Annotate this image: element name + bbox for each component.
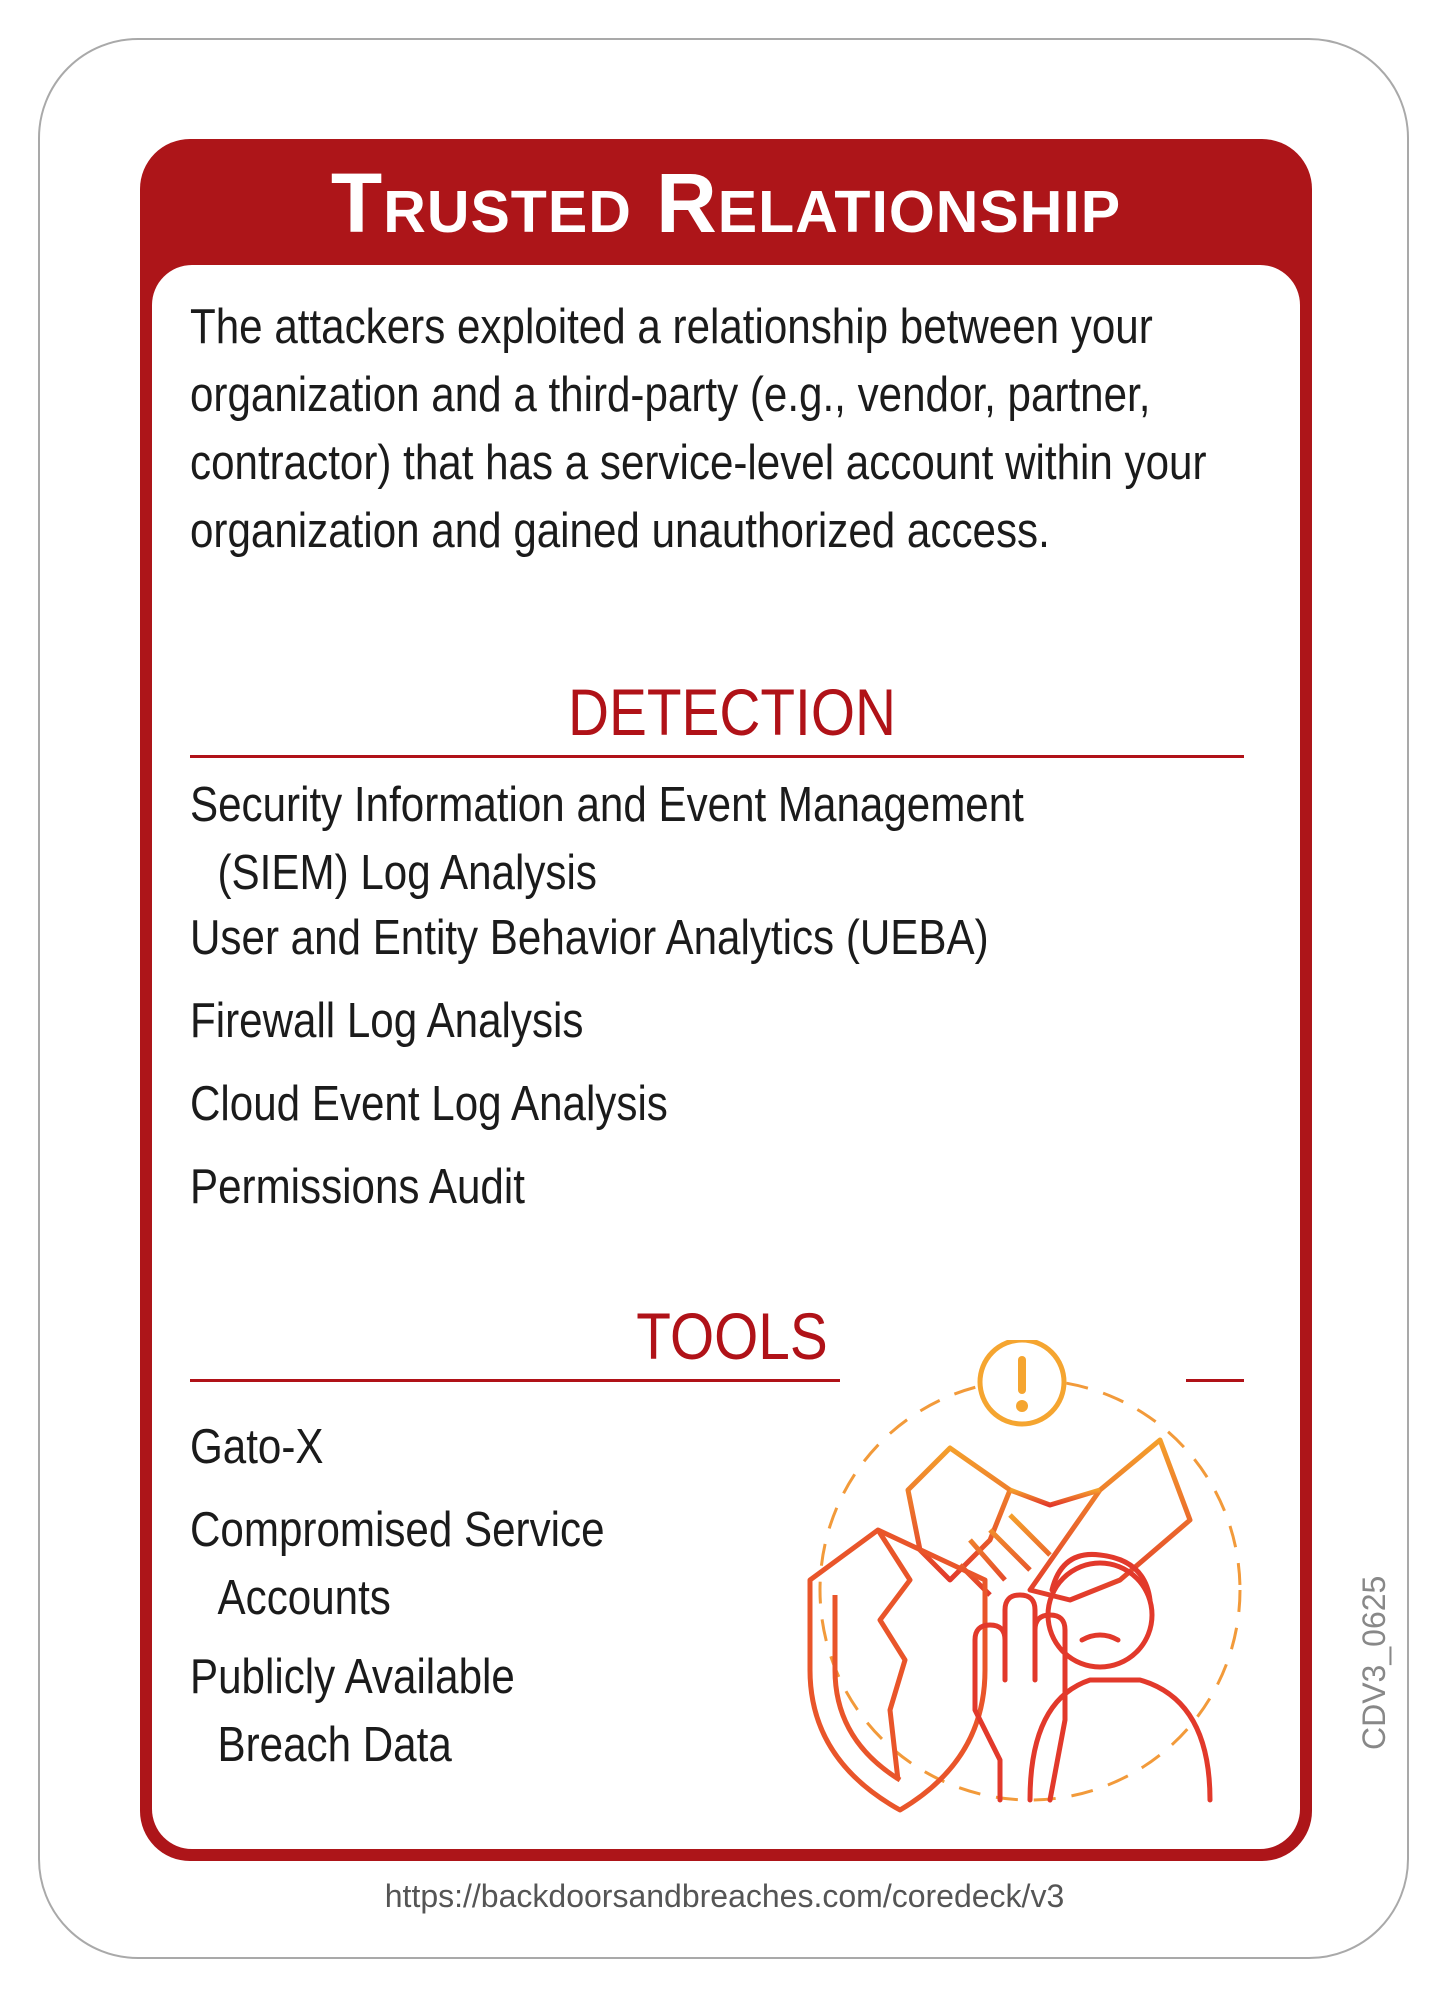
detection-item: Cloud Event Log Analysis — [190, 1077, 668, 1131]
detection-heading: DETECTION — [568, 675, 896, 749]
detection-item: Permissions Audit — [190, 1160, 525, 1214]
card-title: Trusted Relationship — [330, 156, 1122, 250]
detection-item: Firewall Log Analysis — [190, 994, 584, 1048]
detection-divider — [190, 755, 1244, 758]
tools-item: Publicly Available Breach Data — [190, 1650, 515, 1772]
trusted-relationship-illustration — [800, 1340, 1260, 1820]
detection-item: User and Entity Behavior Analytics (UEBA) — [190, 911, 989, 965]
tools-divider-left — [190, 1379, 840, 1382]
footer-url[interactable]: https://backdoorsandbreaches.com/coredeck/v3 — [384, 1878, 1065, 1914]
tools-heading: TOOLS — [636, 1299, 828, 1373]
tools-item: Compromised Service Accounts — [190, 1503, 605, 1625]
handshake-icon — [908, 1440, 1190, 1600]
alert-icon — [980, 1340, 1064, 1424]
card-code: CDV3_0625 — [1356, 1575, 1392, 1750]
tools-item: Gato-X — [190, 1420, 324, 1474]
detection-item: Security Information and Event Management (SIEM) Log Analysis — [190, 778, 1024, 900]
card-description: The attackers exploited a relationship between your organization and a third-party (e.g., vendor, partner, contractor) that has a service-level account within your organization and gained unauthorized access. — [190, 300, 1207, 558]
